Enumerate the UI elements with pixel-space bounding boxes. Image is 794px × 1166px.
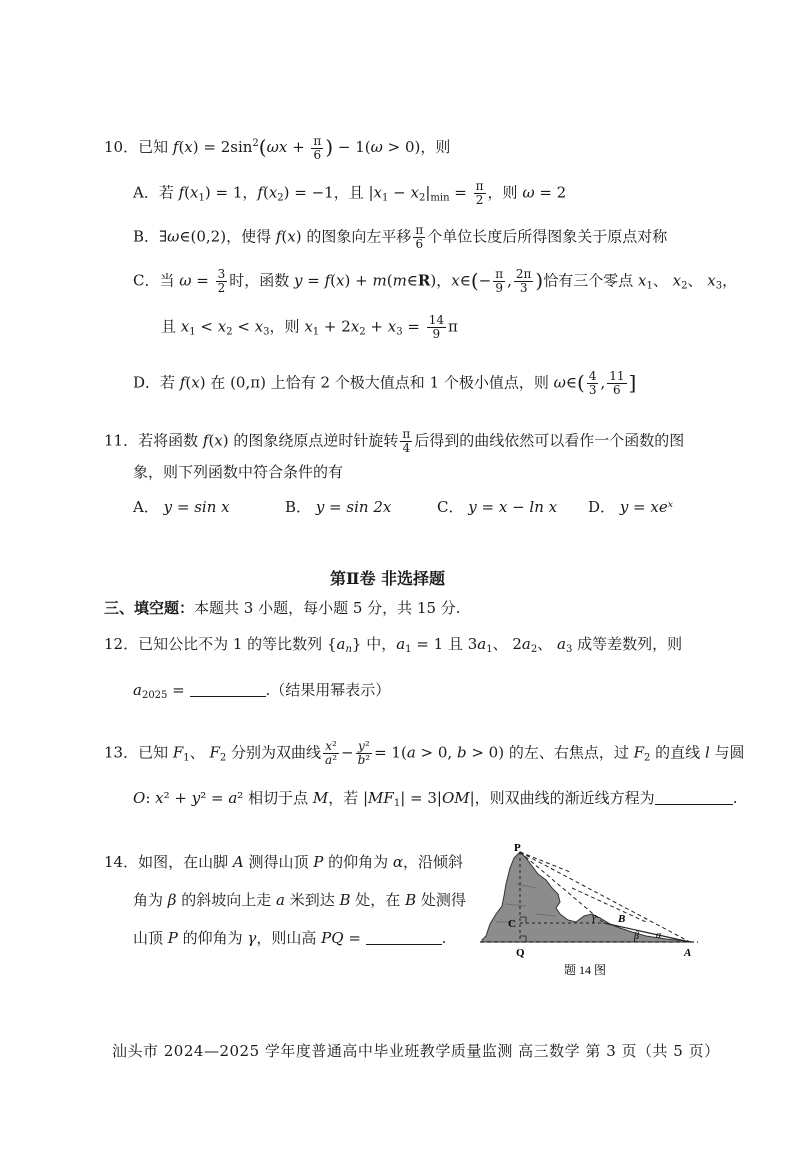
q10-stem: 10．已知 $f(x) = 2\sin^2(\omega x$ + $\frac{\pi}{6}$ ) − 1(ω > 0)，则 bbox=[104, 133, 451, 162]
q11-option-d: D． y = xeˣ bbox=[588, 498, 674, 516]
q11-option-b: B． y = sin 2x bbox=[285, 498, 392, 516]
q14-line1: 14．如图，在山脚 A 测得山顶 P 的仰角为 α，沿倾斜 bbox=[104, 853, 464, 871]
figure-caption: 题 14 图 bbox=[564, 963, 607, 977]
q10-option-c-line1: C．当 ω = $\frac{3}{2}$ 时，函数 y = f(x) + m(m∈R)，x∈(− $\frac{\pi}{9}$ , $\frac{2\pi}{3}$ )恰有三个零点 $x_1$、 $x_2$、 $x_3$， bbox=[133, 267, 738, 295]
q12-line2: $a_{2025}$ = .（结果用幂表示） bbox=[133, 681, 391, 701]
section3-heading: 三、填空题：本题共 3 小题，每小题 5 分，共 15 分. bbox=[104, 599, 461, 617]
q14-figure bbox=[476, 844, 716, 984]
q11-stem-line2: 象，则下列函数中符合条件的有 bbox=[133, 463, 344, 481]
label-alpha: α bbox=[656, 930, 662, 941]
part2-title: 第Ⅱ卷 非选择题 bbox=[330, 569, 446, 588]
q11-option-a: A． y = sin x bbox=[133, 498, 230, 516]
q10-option-b: B．∃ω∈(0,2)，使得 f(x) 的图象向左平移 $\frac{\pi}{6}$ 个单位长度后所得图象关于原点对称 bbox=[133, 223, 668, 251]
q12-line1: 12．已知公比不为 1 的等比数列 $\{a_n\}$ 中，$a_1 = 1$ 且 $3a_1$、 $2a_2$、 $a_3$ 成等差数列，则 bbox=[104, 635, 683, 655]
q14-line3: 山顶 P 的仰角为 γ，则山高 PQ = . bbox=[133, 929, 447, 947]
label-Q: Q bbox=[516, 947, 525, 959]
q10-option-d: D．若 f(x) 在 (0,π) 上恰有 2 个极大值点和 1 个极小值点，则 ω∈( $\frac{4}{3}$ , $\frac{11}{6}$ ] bbox=[133, 369, 637, 397]
q13-line2: O: x² + y² = a² 相切于点 M，若 $|MF_1| = 3|OM|$，则双曲线的渐近线方程为 . bbox=[133, 789, 738, 809]
q12-answer-blank[interactable] bbox=[190, 682, 266, 697]
q14-line2: 角为 β 的斜坡向上走 a 米到达 B 处，在 B 处测得 bbox=[133, 891, 466, 909]
q10-option-a: A．若 $f(x_1) = 1$，$f(x_2) = -1$，且 $|x_1 - x_2|_{min}$ = $\frac{\pi}{2}$ ，则 ω = 2 bbox=[133, 179, 567, 207]
q10-option-c-line2: 且 $x_1 < x_2 < x_3$，则 $x_1 + 2x_2 + x_3$ = $\frac{14}{9}$ π bbox=[161, 313, 458, 341]
q13-answer-blank[interactable] bbox=[655, 790, 733, 805]
label-A: A bbox=[684, 947, 692, 959]
q14-answer-blank[interactable] bbox=[366, 930, 442, 945]
label-beta: β bbox=[634, 931, 639, 942]
q11-stem-line1: 11．若将函数 f(x) 的图象绕原点逆时针旋转 $\frac{\pi}{4}$ 后得到的曲线依然可以看作一个函数的图 bbox=[104, 427, 685, 455]
q11-option-c: C． y = x − ln x bbox=[437, 498, 558, 516]
label-B: B bbox=[618, 913, 626, 925]
page-footer: 汕头市 2024—2025 学年度普通高中毕业班教学质量监测 高三数学 第 3 页（共 5 页） bbox=[112, 1042, 720, 1060]
q13-line1: 13．已知 $F_1$、 $F_2$ 分别为双曲线 $\frac{\text{x²}}{\text{a²}}$ − $\frac{\text{y²}}{\text{b²}}$ = 1(a > 0, b > 0) 的左、右焦点，过 $F_2$ 的直线 l 与圆 bbox=[104, 739, 745, 767]
label-gamma: γ bbox=[592, 912, 596, 923]
label-C: C bbox=[508, 918, 516, 930]
label-P: P bbox=[514, 844, 521, 854]
